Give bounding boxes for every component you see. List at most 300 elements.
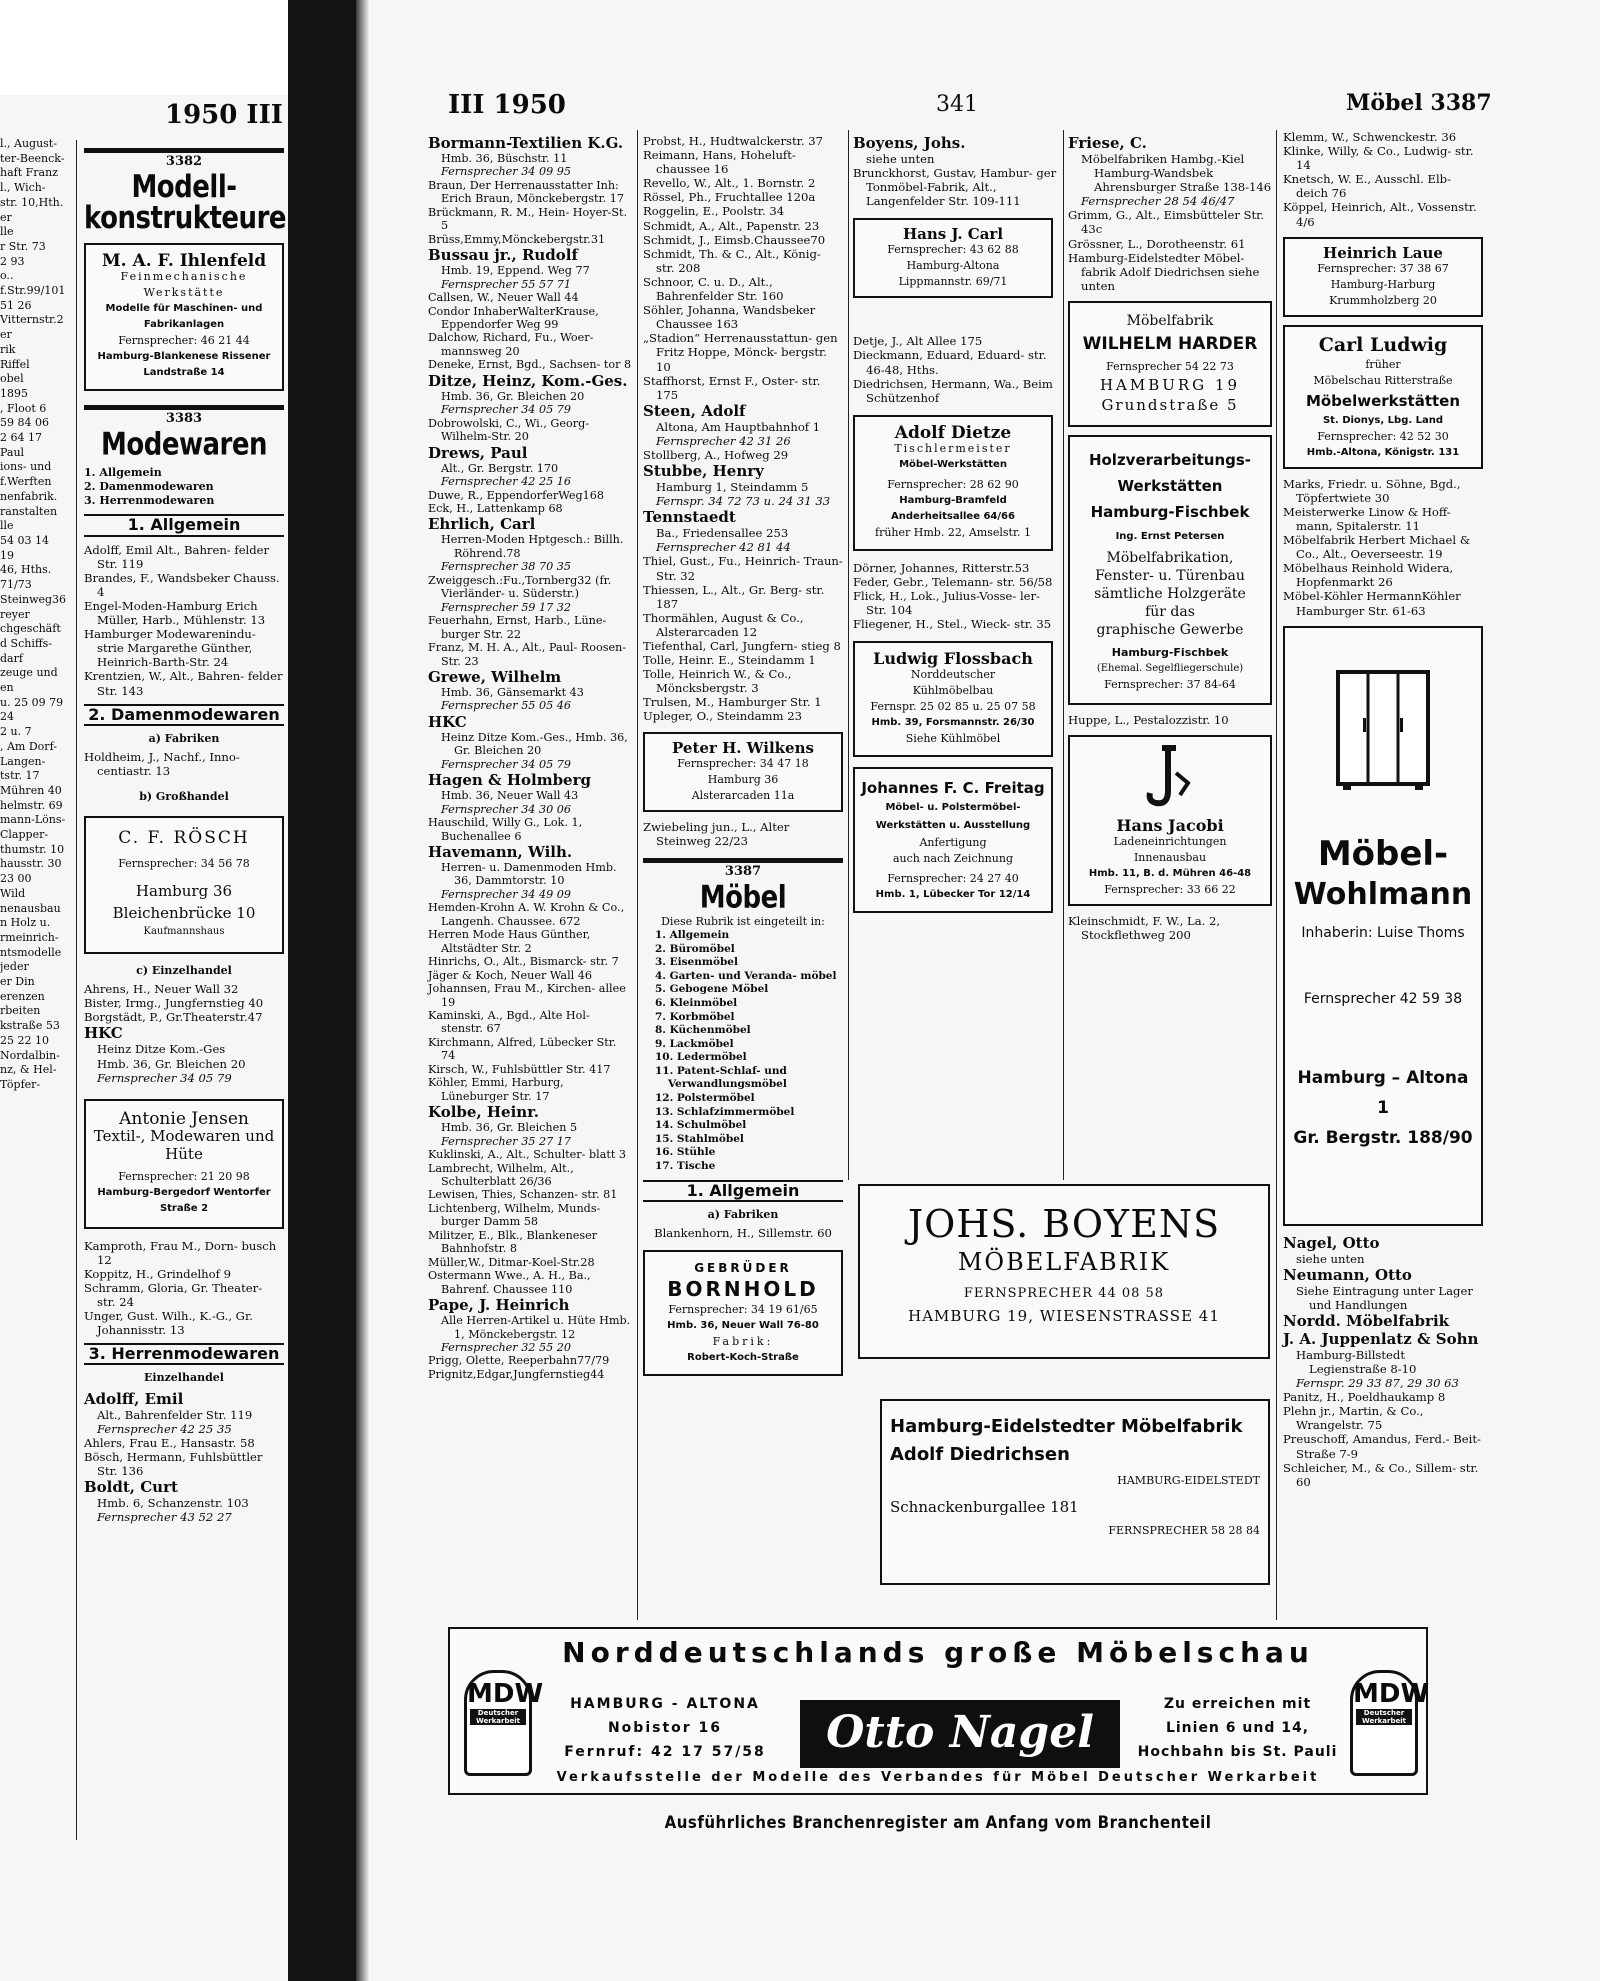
list-item: tstr. 17 bbox=[0, 769, 40, 783]
entry-line: Müller,W., Ditmar-Koel-Str.28 bbox=[428, 1255, 595, 1269]
entry-line: Marks, Friedr. u. Söhne, Bgd., Töpfertwiete 30 bbox=[1283, 476, 1461, 505]
ad-line: Holzverarbeitungs- bbox=[1088, 450, 1252, 469]
list-item: l., Wich- bbox=[0, 181, 46, 195]
entry-name: Tennstaedt bbox=[643, 508, 736, 527]
left-truncated-column bbox=[0, 137, 76, 1093]
section-title: Modewaren bbox=[100, 427, 267, 464]
ad-name: Hamburg-Eidelstedter Möbelfabrik bbox=[890, 1416, 1243, 1437]
list-item: rbeiten bbox=[0, 1004, 41, 1018]
entry-phone: Fernsprecher 34 05 79 bbox=[441, 403, 572, 417]
entry-line: Klemm, W., Schwenckestr. 36 bbox=[1283, 130, 1457, 144]
ad-address: Anderheitsallee 64/66 bbox=[891, 510, 1015, 522]
entry-line: Herren Mode Haus Günther, Altstädter Str. 2 bbox=[428, 928, 591, 955]
entry-line: Thiel, Gust., Fu., Heinrich- Traun-Str. 32 bbox=[643, 554, 843, 583]
left-page-header: 1950 III bbox=[165, 100, 283, 130]
ad-phone: Fernsprecher: 37 38 67 bbox=[1317, 261, 1449, 275]
entry-line: Rössel, Ph., Fruchtallee 120a bbox=[643, 190, 816, 205]
entry-line: Revello, W., Alt., 1. Bornstr. 2 bbox=[643, 176, 816, 191]
ad-subtitle: MÖBELFABRIK bbox=[957, 1248, 1171, 1276]
ad-note: (Ehemal. Segelfliegerschule) bbox=[1096, 662, 1244, 674]
ad-wohlmann bbox=[1283, 626, 1483, 1226]
entry-phone: Fernsprecher 59 17 32 bbox=[441, 600, 572, 614]
entry-line: Lambrecht, Wilhelm, Alt., Schulterblatt 26/36 bbox=[428, 1161, 574, 1188]
list-item: o.. bbox=[0, 269, 14, 283]
entry-line: Callsen, W., Neuer Wall 44 bbox=[428, 291, 579, 305]
ad-address: Hamburg-Bergedorf Wentorfer Straße 2 bbox=[97, 1186, 271, 1214]
list-item: 2. Büromöbel bbox=[655, 942, 735, 955]
ad-place: Kaufmannshaus bbox=[143, 926, 225, 938]
ad-city: HAMBURG 19 bbox=[1099, 375, 1241, 394]
list-item: 46, Hths. bbox=[0, 563, 52, 577]
ad-name: Hans J. Carl bbox=[902, 225, 1004, 244]
ad-phone: Fernsprecher: 34 47 18 bbox=[677, 756, 809, 770]
ad-line: Fenster- u. Türenbau bbox=[1095, 567, 1245, 584]
ad-jacobi bbox=[1068, 735, 1272, 906]
list-item: Langen- bbox=[0, 754, 46, 768]
ad-city: Hamburg-Fischbek bbox=[1111, 645, 1229, 659]
entry-line: Prigg, Olette, Reeperbahn77/79 bbox=[428, 1354, 610, 1368]
ad-line: graphische Gewerbe bbox=[1096, 621, 1244, 638]
book-gutter bbox=[288, 0, 366, 1981]
banner-transit-line: Zu erreichen mit bbox=[1163, 1696, 1312, 1712]
list-item: 1895 bbox=[0, 386, 28, 400]
entry-line: Schmidt, J., Eimsb.Chaussee70 bbox=[643, 232, 826, 247]
entry-name: J. A. Juppenlatz & Sohn bbox=[1283, 1329, 1479, 1348]
entry-name: Nordd. Möbelfabrik bbox=[1283, 1311, 1450, 1330]
allgemein-entries bbox=[84, 543, 284, 698]
ad-line: St. Dionys, Lbg. Land bbox=[1322, 414, 1444, 426]
entry-line: Kaminski, A., Bgd., Alte Hol- stenstr. 67 bbox=[428, 1009, 590, 1036]
ad-harder bbox=[1068, 301, 1272, 427]
list-item: Borgstädt, P., Gr.Theaterstr.47 bbox=[84, 1010, 263, 1025]
list-item: erenzen bbox=[0, 989, 45, 1003]
bottom-register-note: Ausführliches Branchenregister am Anfang vom Branchenteil bbox=[664, 1811, 1212, 1833]
entry-line: Ahlers, Frau E., Hansastr. 58 bbox=[84, 1435, 255, 1450]
list-item: nenausbau bbox=[0, 901, 61, 915]
list-item: 1. Allgemein bbox=[84, 466, 162, 480]
ad-subtitle: Feinmechanische Werkstätte bbox=[120, 270, 248, 300]
entry-name: Friese, C. bbox=[1068, 134, 1147, 152]
list-item: str. 10,Hth. bbox=[0, 195, 64, 209]
entry-line: Söhler, Johanna, Wandsbeker Chaussee 163 bbox=[643, 303, 816, 332]
entry-line: Johannsen, Frau M., Kirchen- allee 19 bbox=[428, 982, 626, 1009]
entry-line: Huppe, L., Pestalozzistr. 10 bbox=[1068, 712, 1229, 727]
ad-line: Hamburg-Fischbek bbox=[1090, 502, 1250, 521]
entry-line: Detje, J., Alt Allee 175 bbox=[853, 334, 983, 349]
more-entries bbox=[84, 1239, 284, 1338]
ad-description: Modelle für Maschinen- und Fabrikanlagen bbox=[105, 303, 263, 331]
einzelhandel-entries bbox=[84, 982, 284, 1024]
ad-line: Möbelfabrik bbox=[1126, 312, 1214, 329]
section-title: Möbel bbox=[699, 879, 787, 916]
ad-owner: Adolf Diedrichsen bbox=[890, 1444, 1070, 1465]
entry-line: Alt., Bahrenfelder Str. 119 bbox=[97, 1407, 253, 1422]
ad-address: Hmb. 39, Forsmannstr. 26/30 bbox=[871, 717, 1035, 729]
section-3382 bbox=[84, 148, 287, 237]
entry-name: Stubbe, Henry bbox=[643, 462, 764, 481]
list-item: Engel-Moden-Hamburg Erich Müller, Harb., Mühlenstr. 13 bbox=[84, 598, 266, 628]
ad-line: Möbel- bbox=[1317, 833, 1449, 874]
ad-holzverarbeitung bbox=[1068, 435, 1272, 705]
ad-phone: FERNSPRECHER 58 28 84 bbox=[1108, 1524, 1260, 1537]
list-item: u. 25 09 79 bbox=[0, 695, 64, 709]
ad-phone: Fernsprecher: 42 52 30 bbox=[1317, 429, 1449, 443]
section-3383 bbox=[84, 405, 284, 464]
label-einzelhandel: c) Einzelhandel bbox=[136, 964, 232, 978]
list-item: 23 00 bbox=[0, 872, 32, 886]
entry-line: Kuklinski, A., Alt., Schulter- blatt 3 bbox=[428, 1148, 627, 1162]
ad-factory-label: Fabrik: bbox=[712, 1334, 774, 1348]
list-item: l., August- bbox=[0, 137, 57, 150]
ad-address: Hamburg-Blankenese Rissener Landstraße 14 bbox=[97, 351, 271, 379]
list-item: Mühren 40 bbox=[0, 783, 62, 797]
entry-line: Meisterwerke Linow & Hoff- mann, Spitalerstr. 11 bbox=[1283, 504, 1451, 533]
list-item: ions- und bbox=[0, 460, 52, 474]
list-item: 2 93 bbox=[0, 254, 25, 268]
ad-line: Kühlmöbelbau bbox=[912, 684, 994, 698]
entry-name: Pape, J. Heinrich bbox=[428, 1296, 570, 1315]
list-item: , Am Dorf- bbox=[0, 739, 57, 753]
list-item: 59 84 06 bbox=[0, 416, 49, 430]
entry-name: Bormann-Textilien K.G. bbox=[428, 134, 624, 152]
ad-phone: Fernsprecher: 46 21 44 bbox=[118, 334, 250, 348]
ad-city: Hamburg-Altona bbox=[906, 259, 1000, 273]
entry-name: Hagen & Holmberg bbox=[428, 771, 591, 790]
ad-city: Hamburg – Altona 1 bbox=[1297, 1067, 1469, 1118]
ad-name: WILHELM HARDER bbox=[1082, 333, 1258, 354]
entry-line: Tolle, Heinr. E., Steindamm 1 bbox=[643, 653, 816, 668]
emblem-letters: MDW bbox=[1353, 1679, 1430, 1709]
mdw-emblem-left-icon bbox=[464, 1670, 544, 1776]
list-item: Paul bbox=[0, 445, 25, 459]
ad-phone: Fernsprecher: 21 20 98 bbox=[118, 1169, 250, 1183]
label-herren-einzelhandel: Einzelhandel bbox=[144, 1371, 224, 1385]
section-contents-list bbox=[84, 466, 284, 508]
wardrobe-icon bbox=[1333, 668, 1433, 792]
entry-phone: Fernsprecher 34 05 79 bbox=[441, 757, 572, 771]
entry-line: Siehe Eintragung unter Lager und Handlungen bbox=[1296, 1283, 1473, 1312]
list-item: 9. Lackmöbel bbox=[655, 1037, 734, 1050]
list-item: Ahrens, H., Neuer Wall 32 bbox=[84, 982, 239, 997]
emblem-letters: MDW bbox=[467, 1679, 544, 1709]
list-item: Kamproth, Frau M., Dorn- busch 12 bbox=[84, 1238, 277, 1267]
ad-address: Hmb. 1, Lübecker Tor 12/14 bbox=[875, 889, 1031, 901]
ad-freitag bbox=[853, 767, 1053, 913]
list-item: Schramm, Gloria, Gr. Theater- str. 24 bbox=[84, 1281, 263, 1310]
list-item: Brandes, F., Wandsbeker Chauss. 4 bbox=[84, 570, 280, 599]
list-item: er bbox=[0, 210, 12, 224]
column-rule bbox=[848, 130, 849, 1180]
entry-name: Ditze, Heinz, Kom.-Ges. bbox=[428, 371, 628, 390]
entry-line: Hemden-Krohn A. W. Krohn & Co., Langenh. Chaussee. 672 bbox=[428, 901, 625, 928]
entry-line: Möbel-Köhler HermannKöhler Hamburger Str. 61-63 bbox=[1283, 589, 1461, 618]
list-item: ntsmodelle bbox=[0, 945, 62, 959]
ad-ludwig bbox=[1283, 325, 1483, 469]
list-item: Riffel bbox=[0, 357, 30, 371]
entry-phone: Fernsprecher 42 25 16 bbox=[441, 475, 572, 489]
entry-line: Herren-Moden Hptgesch.: Billh. Röhrend.78 bbox=[441, 533, 624, 560]
list-item: ranstalten bbox=[0, 504, 58, 518]
ad-name: Peter H. Wilkens bbox=[672, 738, 814, 757]
ad-name: C. F. RÖSCH bbox=[118, 828, 250, 849]
ad-phone: Fernsprecher: 28 62 90 bbox=[887, 477, 1019, 491]
ad-see-also: Siehe Kühlmöbel bbox=[905, 732, 1001, 746]
list-item: 12. Polstermöbel bbox=[655, 1092, 755, 1105]
ad-name: Heinrich Laue bbox=[1323, 243, 1443, 262]
list-item: Vitternstr.2 bbox=[0, 313, 64, 327]
right-column-1 bbox=[428, 134, 633, 1381]
list-item: kstraße 53 bbox=[0, 1019, 60, 1033]
list-item: thumstr. 10 bbox=[0, 842, 65, 856]
ad-line: GEBRÜDER bbox=[694, 1260, 792, 1275]
column-rule bbox=[637, 130, 638, 1620]
entry-line: Dobrowolski, C., Wi., Georg- Wilhelm-Str. 20 bbox=[428, 416, 590, 444]
entry-line: Tolle, Heinrich W., & Co., Möncksbergstr. 3 bbox=[643, 667, 792, 696]
list-item: hausstr. 30 bbox=[0, 857, 62, 871]
list-item: 11. Patent-Schlaf- und Verwandlungsmöbel bbox=[655, 1064, 787, 1091]
list-item: ter-Beenck- bbox=[0, 151, 65, 165]
entry-line: Flick, H., Lok., Julius-Vosse- ler-Str. 104 bbox=[853, 589, 1040, 618]
subheading-moebel-allgemein: 1. Allgemein bbox=[643, 1180, 843, 1202]
entry-line: Hmb. 36, Gr. Bleichen 20 bbox=[441, 389, 585, 403]
entry-line: Upleger, O., Steindamm 23 bbox=[643, 709, 802, 724]
ad-line: Innenausbau bbox=[1133, 851, 1207, 865]
ad-boyens bbox=[858, 1184, 1270, 1359]
entry-line: Staffhorst, Ernst F., Oster- str. 175 bbox=[643, 373, 821, 402]
section-number: 3387 bbox=[643, 858, 843, 879]
entry-name: Bussau jr., Rudolf bbox=[428, 246, 578, 265]
ad-address: Alsterarcaden 11a bbox=[691, 788, 795, 802]
banner-address bbox=[540, 1692, 790, 1764]
entry-line: Feder, Gebr., Telemann- str. 56/58 bbox=[853, 574, 1053, 589]
entry-phone: Fernsprecher 34 05 79 bbox=[97, 1070, 232, 1085]
entry-line: Roggelin, E., Poolstr. 34 bbox=[643, 204, 785, 219]
list-item: 2 u. 7 bbox=[0, 725, 32, 739]
ad-dietze bbox=[853, 415, 1053, 551]
column-rule bbox=[1063, 130, 1064, 1180]
section-title: Modell-konstrukteure bbox=[84, 169, 287, 237]
list-item: rik bbox=[0, 342, 16, 356]
entry-line: Dörner, Johannes, Ritterstr.53 bbox=[853, 560, 1030, 575]
ad-line: auch nach Zeichnung bbox=[893, 852, 1013, 866]
list-item: darf bbox=[0, 651, 23, 665]
ad-phone: Fernsprecher: 24 27 40 bbox=[887, 872, 1019, 886]
entry-line: Kleinschmidt, F. W., La. 2, Stockflethweg 200 bbox=[1068, 914, 1221, 943]
ad-line: Anfertigung bbox=[919, 836, 987, 850]
ad-name: M. A. F. Ihlenfeld bbox=[101, 251, 267, 272]
list-item: 24 bbox=[0, 710, 14, 724]
moebel-fabriken-entry: Blankenhorn, H., Sillemstr. 60 bbox=[654, 1225, 832, 1240]
list-item: 4. Garten- und Veranda- möbel bbox=[655, 969, 837, 982]
entry-line: siehe unten bbox=[866, 152, 935, 166]
ad-street: Bleichenbrücke 10 bbox=[112, 904, 256, 923]
list-item: d Schiffs- bbox=[0, 636, 53, 650]
list-item: rmeinrich- bbox=[0, 930, 59, 944]
ad-phone: Fernsprecher: 37 84-64 bbox=[1104, 677, 1236, 691]
label-grosshandel: b) Großhandel bbox=[139, 789, 229, 803]
moebel-contents-list bbox=[655, 929, 843, 1174]
ad-name: BORNHOLD bbox=[667, 1276, 819, 1301]
ad-line: Möbelschau Ritterstraße bbox=[1313, 373, 1453, 387]
ad-description: Textil-, Modewaren und Hüte bbox=[93, 1126, 275, 1163]
entry-line: Diedrichsen, Hermann, Wa., Beim Schützenhof bbox=[853, 376, 1053, 405]
right-column-4 bbox=[1068, 134, 1272, 942]
herren-entries bbox=[84, 1390, 284, 1525]
entry-line: Reimann, Hans, Hoheluft- chaussee 16 bbox=[643, 148, 796, 177]
entry-phone: Fernsprecher 38 70 35 bbox=[441, 560, 572, 574]
entry-line: Brunckhorst, Gustav, Hambur- ger Tonmöbel-Fabrik, Alt., Langenfelder Str. 109-111 bbox=[853, 166, 1057, 209]
list-item: Zwiebeling jun., L., Alter Steinweg 22/23 bbox=[643, 819, 790, 848]
entry-line: Klinke, Willy, & Co., Ludwig- str. 14 bbox=[1283, 144, 1474, 173]
entry-name: Boldt, Curt bbox=[84, 1478, 178, 1497]
list-item: en bbox=[0, 681, 14, 695]
ad-previous-address: früher Hmb. 22, Amselstr. 1 bbox=[875, 525, 1031, 539]
list-item: 3. Herrenmodewaren bbox=[84, 494, 215, 508]
entry-name: HKC bbox=[428, 712, 467, 731]
entry-phone: Fernsprecher 34 49 09 bbox=[441, 887, 572, 901]
ad-flossbach bbox=[853, 641, 1053, 757]
section-3387 bbox=[643, 858, 843, 929]
list-item: 2 64 17 bbox=[0, 431, 42, 445]
entry-line: „Stadion“ Herrenausstattun- gen Fritz Hoppe, Mönck- bergstr. 10 bbox=[643, 331, 838, 374]
left-main-column bbox=[84, 148, 287, 1525]
label-moebel-fabriken: a) Fabriken bbox=[707, 1207, 779, 1221]
banner-street: Nobistor 16 bbox=[607, 1720, 723, 1736]
list-item: 8. Küchenmöbel bbox=[655, 1024, 751, 1037]
list-item: 10. Ledermöbel bbox=[655, 1051, 747, 1064]
banner-transit-line: Hochbahn bis St. Pauli bbox=[1137, 1744, 1338, 1760]
mdw-emblem-right-icon bbox=[1350, 1670, 1430, 1776]
entry-line: Schmidt, A., Alt., Papenstr. 23 bbox=[643, 218, 820, 233]
entry-line: Alt., Gr. Bergstr. 170 bbox=[441, 461, 559, 475]
entry-line: Grimm, G., Alt., Eimsbütteler Str. 43c bbox=[1068, 208, 1265, 237]
list-item: Adolff, Emil Alt., Bahren- felder Str. 119 bbox=[84, 542, 270, 571]
ad-line: sämtliche Holzgeräte bbox=[1094, 585, 1246, 602]
ad-phone: FERNSPRECHER 44 08 58 bbox=[963, 1286, 1165, 1301]
emblem-text: Deutscher Werkarbeit bbox=[470, 1709, 526, 1725]
section-intro: Diese Rubrik ist eingeteilt in: bbox=[661, 914, 825, 928]
entry-line: Panitz, H., Poeldhaukamp 8 bbox=[1283, 1390, 1446, 1405]
list-item: Unger, Gust. Wilh., K.-G., Gr. Johannisstr. 13 bbox=[84, 1309, 253, 1338]
entry-line: Lichtenberg, Wilhelm, Munds- burger Damm 58 bbox=[428, 1201, 601, 1229]
entry-line: Preuschoff, Amandus, Ferd.- Beit-Straße 7-9 bbox=[1283, 1432, 1481, 1461]
entry-line: Ba., Friedensallee 253 bbox=[656, 526, 789, 541]
ad-owner: Inhaberin: Luise Thoms bbox=[1301, 924, 1465, 941]
subheading-herren: 3. Herrenmodewaren bbox=[84, 1343, 284, 1365]
fabriken-entries bbox=[84, 750, 284, 778]
ad-name: Johannes F. C. Freitag bbox=[861, 779, 1045, 798]
entry-name: Kolbe, Heinr. bbox=[428, 1103, 539, 1122]
entry-line: Knetsch, W. E., Ausschl. Elb- deich 76 bbox=[1283, 172, 1451, 201]
ad-name: Ludwig Flossbach bbox=[873, 649, 1033, 669]
entry-line: Dalchow, Richard, Fu., Woer- mannsweg 20 bbox=[428, 331, 594, 358]
list-item: 51 26 bbox=[0, 298, 32, 312]
entry-phone: Fernsprecher 32 55 20 bbox=[441, 1340, 572, 1354]
list-item: 3. Eisenmöbel bbox=[655, 956, 738, 969]
entry-name: Nagel, Otto bbox=[1283, 1233, 1380, 1252]
ad-name: Adolf Dietze bbox=[894, 422, 1012, 443]
ad-name: Carl Ludwig bbox=[1318, 333, 1448, 356]
entry-line: Militzer, E., Blk., Blankeneser Bahnhofstr. 8 bbox=[428, 1228, 598, 1256]
entry-line: Fliegener, H., Stel., Wieck- str. 35 bbox=[853, 617, 1052, 632]
ad-owner: Ing. Ernst Petersen bbox=[1115, 530, 1225, 542]
list-item: r Str. 73 bbox=[0, 239, 46, 253]
section-number: 3382 bbox=[84, 148, 284, 169]
ad-description: Möbel-Werkstätten bbox=[899, 458, 1007, 470]
column-rule bbox=[1276, 130, 1277, 1620]
ad-headline: Möbelwerkstätten bbox=[1305, 391, 1461, 410]
list-item: reyer bbox=[0, 607, 30, 621]
list-item: zeuge und bbox=[0, 666, 58, 680]
ad-phone: Fernsprecher: 34 56 78 bbox=[118, 857, 250, 871]
entry-line: siehe unten bbox=[1296, 1251, 1365, 1266]
banner-phone: Fernruf: 42 17 57/58 bbox=[564, 1744, 766, 1760]
list-item: Clapper- bbox=[0, 828, 49, 842]
entry-line: Heinz Ditze Kom.-Ges bbox=[97, 1042, 226, 1057]
emblem-text: Deutscher Werkarbeit bbox=[1356, 1709, 1412, 1725]
entry-line: Schmidt, Th. & C., Alt., König- str. 208 bbox=[643, 246, 821, 275]
entry-line: Brückmann, R. M., Hein- Hoyer-St. 5 bbox=[428, 205, 628, 233]
ad-city: Hamburg 36 bbox=[135, 882, 233, 901]
ad-ihlenfeld bbox=[84, 243, 284, 391]
entry-name: Neumann, Otto bbox=[1283, 1265, 1412, 1284]
entry-phone: Fernsprecher 35 27 17 bbox=[441, 1134, 572, 1148]
ad-name: Wohlmann bbox=[1293, 876, 1473, 912]
banner-title: Norddeutschlands große Möbelschau bbox=[562, 1636, 1314, 1669]
list-item: Holdheim, J., Nachf., Inno- centiastr. 13 bbox=[84, 749, 240, 778]
ad-line: früher bbox=[1365, 357, 1401, 371]
list-item: 1. Allgemein bbox=[655, 928, 730, 941]
list-item: Bister, Irmg., Jungfernstieg 40 bbox=[84, 996, 264, 1011]
banner-footer: Verkaufsstelle der Modelle des Verbandes für Möbel Deutscher Werkarbeit bbox=[556, 1770, 1320, 1785]
list-item: f.Werften bbox=[0, 475, 52, 489]
right-column-2 bbox=[643, 134, 843, 1376]
entry-phone: Fernsprecher 34 09 95 bbox=[441, 165, 572, 179]
ad-phone: Fernspr. 25 02 85 u. 25 07 58 bbox=[870, 700, 1036, 714]
ad-line: für das bbox=[1145, 603, 1195, 620]
entry-line: Prignitz,Edgar,Jungfernstieg44 bbox=[428, 1367, 605, 1381]
list-item: 19 bbox=[0, 548, 14, 562]
list-item: 54 03 14 bbox=[0, 533, 49, 547]
list-item: Nordalbin- bbox=[0, 1048, 60, 1062]
entry-line: Hinrichs, O., Alt., Bismarck- str. 7 bbox=[428, 955, 619, 969]
ad-wilkens bbox=[643, 732, 843, 812]
entry-line: Heinz Ditze Kom.-Ges., Hmb. 36, Gr. Bleichen 20 bbox=[441, 730, 628, 758]
ad-city: Hamburg-Bramfeld bbox=[899, 494, 1007, 506]
right-column-3 bbox=[853, 134, 1058, 913]
entry-name: HKC bbox=[84, 1024, 123, 1043]
ad-line: Werkstätten bbox=[1117, 476, 1223, 495]
entry-line: Jäger & Koch, Neuer Wall 46 bbox=[428, 968, 593, 982]
entry-line: Hmb. 36, Büschstr. 11 bbox=[441, 152, 568, 165]
ad-name: Hans Jacobi bbox=[1116, 816, 1224, 836]
entry-phone: Fernsprecher 28 54 46/47 bbox=[1081, 194, 1235, 209]
entry-phone: Fernsprecher 43 52 27 bbox=[97, 1510, 232, 1525]
entry-line: Deneke, Ernst, Bgd., Sachsen- tor 8 bbox=[428, 358, 632, 372]
ad-address: Lippmannstr. 69/71 bbox=[898, 275, 1008, 289]
label-fabriken: a) Fabriken bbox=[148, 731, 220, 745]
entry-phone: Fernsprecher 55 05 46 bbox=[441, 699, 572, 713]
list-item: obel bbox=[0, 372, 24, 386]
entry-line: Altona, Am Hauptbahnhof 1 bbox=[656, 419, 821, 434]
banner-transit bbox=[1130, 1692, 1345, 1764]
entry-line: Probst, H., Hudtwalckerstr. 37 bbox=[643, 134, 824, 148]
entry-line: Zweiggesch.:Fu.,Tornberg32 (fr. Vierländer- u. Süderstr.) bbox=[428, 573, 612, 601]
entry-line: Hamburg-Eidelstedter Möbel- fabrik Adolf Diedrichsen siehe unten bbox=[1068, 250, 1260, 293]
entry-line: Eck, H., Lattenkamp 68 bbox=[428, 501, 563, 515]
ad-eidelstedt bbox=[880, 1399, 1270, 1585]
ad-phone: Fernsprecher 42 59 38 bbox=[1303, 990, 1463, 1007]
